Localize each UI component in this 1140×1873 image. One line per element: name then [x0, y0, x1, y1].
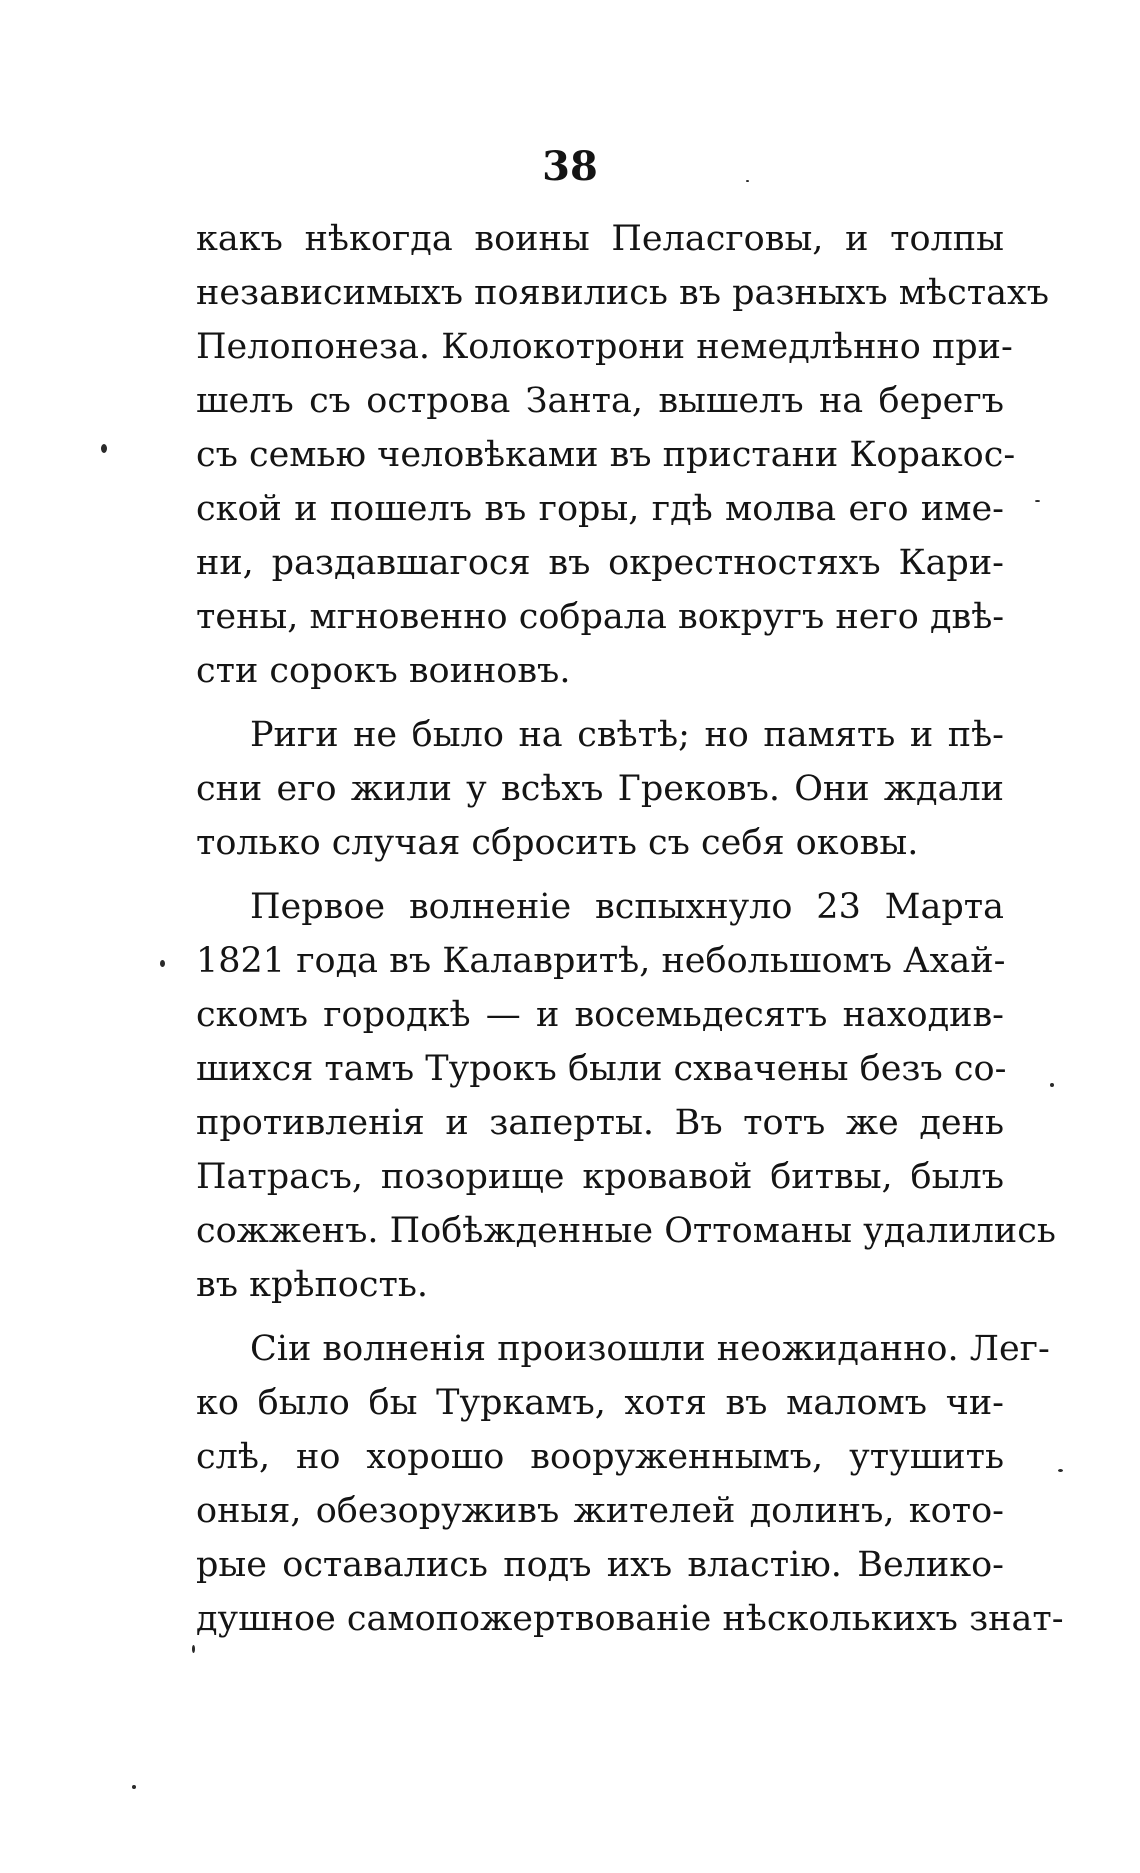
scan-speck: [746, 180, 749, 182]
text-line: сти сорокъ воиновъ.: [196, 651, 571, 691]
text-line: съ семью человѣками въ пристани Коракос-: [196, 435, 1016, 475]
text-line: сни его жили у всѣхъ Грековъ. Они ждали: [196, 769, 1004, 809]
text-line: только случая сбросить съ себя оковы.: [196, 823, 919, 863]
text-line: слѣ, но хорошо вооруженнымъ, утушить: [196, 1437, 1004, 1477]
text-line: тены, мгновенно собрала вокругъ него двѣ-: [196, 597, 1005, 637]
text-line: ни, раздавшагося въ окрестностяхъ Кари-: [196, 543, 1004, 583]
text-line: Пелопонеза. Колокотрони немедлѣнно при-: [196, 327, 1013, 367]
scan-speck: [160, 960, 165, 967]
scan-speck: [101, 444, 107, 453]
scan-speck: [132, 1785, 136, 1789]
text-line: ской и пошелъ въ горы, гдѣ молва его име-: [196, 489, 1004, 529]
scan-speck: [1050, 1083, 1054, 1087]
text-line: Первое волненіе вспыхнуло 23 Марта: [250, 887, 1004, 927]
paragraph: [196, 212, 1049, 698]
paragraph: [196, 1322, 1064, 1646]
text-line: рые оставались подъ ихъ властію. Велико-: [196, 1545, 1004, 1585]
text-line: шелъ съ острова Занта, вышелъ на берегъ: [196, 381, 1004, 421]
paragraph: [196, 708, 1004, 870]
text-line: Сіи волненія произошли неожиданно. Лег-: [250, 1329, 1050, 1369]
paragraph: [196, 880, 1056, 1312]
page-number: 38: [542, 143, 598, 190]
text-line: 1821 года въ Калавритѣ, небольшомъ Ахай-: [196, 941, 1006, 981]
text-line: ко было бы Туркамъ, хотя въ маломъ чи-: [196, 1383, 1004, 1423]
text-line: оныя, обезоруживъ жителей долинъ, кото-: [196, 1491, 1004, 1531]
scan-speck: [1035, 500, 1040, 502]
text-line: Патрасъ, позорище кровавой битвы, былъ: [196, 1157, 1004, 1197]
text-line: Риги не было на свѣтѣ; но память и пѣ-: [250, 715, 1004, 755]
text-line: независимыхъ появились въ разныхъ мѣстахъ: [196, 273, 1049, 313]
text-line: душное самопожертвованіе нѣсколькихъ знат-: [196, 1599, 1064, 1639]
text-line: въ крѣпость.: [196, 1265, 429, 1305]
text-line: противленія и заперты. Въ тотъ же день: [196, 1103, 1004, 1143]
scan-speck: [1058, 1469, 1063, 1472]
text-line: скомъ городкѣ — и восемьдесятъ находив-: [196, 995, 1004, 1035]
scan-speck: [192, 1645, 195, 1653]
body-text: [196, 212, 1064, 1656]
text-line: сожженъ. Побѣжденные Оттоманы удалились: [196, 1211, 1056, 1251]
text-line: какъ нѣкогда воины Пеласговы, и толпы: [196, 219, 1004, 259]
text-line: шихся тамъ Турокъ были схвачены безъ со-: [196, 1049, 1007, 1089]
